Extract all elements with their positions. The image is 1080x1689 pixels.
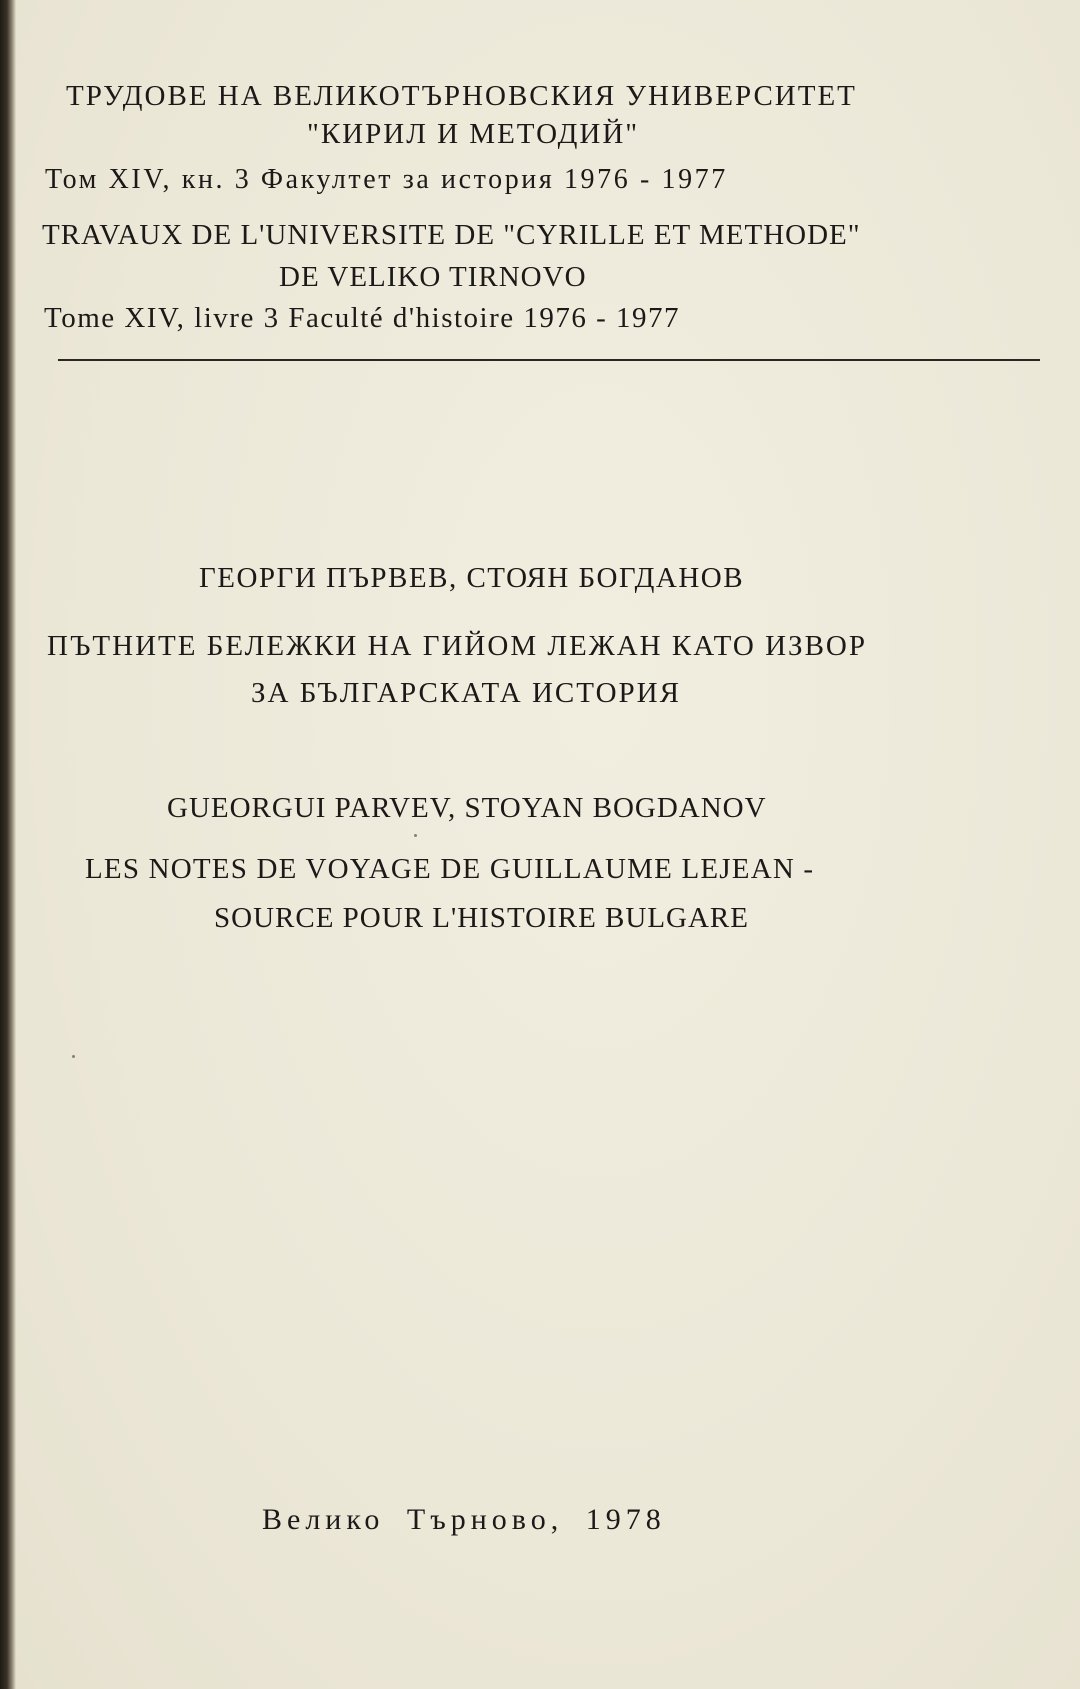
header-bg-line1: ТРУДОВЕ НА ВЕЛИКОТЪРНОВСКИЯ УНИВЕРСИТЕТ bbox=[66, 80, 857, 112]
title-bg-line2: ЗА БЪЛГАРСКАТА ИСТОРИЯ bbox=[251, 677, 681, 709]
imprint-place-year: Велико Търново, 1978 bbox=[262, 1503, 666, 1536]
header-divider bbox=[58, 359, 1040, 361]
header-fr-line2: DE VELIKO TIRNOVO bbox=[279, 261, 587, 293]
book-binding-edge bbox=[0, 0, 16, 1689]
title-fr-line2: SOURCE POUR L'HISTOIRE BULGARE bbox=[214, 902, 749, 934]
title-bg-line1: ПЪТНИТЕ БЕЛЕЖКИ НА ГИЙОМ ЛЕЖАН КАТО ИЗВОР bbox=[47, 630, 867, 662]
title-page bbox=[16, 0, 1080, 1689]
paper-speck bbox=[414, 834, 417, 837]
header-bg-line2: "КИРИЛ И МЕТОДИЙ" bbox=[307, 118, 640, 150]
title-fr-line1: LES NOTES DE VOYAGE DE GUILLAUME LEJEAN - bbox=[85, 853, 815, 885]
header-fr-line1: TRAVAUX DE L'UNIVERSITE DE "CYRILLE ET METHODE" bbox=[42, 219, 861, 251]
paper-speck bbox=[72, 1055, 75, 1058]
header-fr-line3: Tome XIV, livre 3 Faculté d'histoire 1976 - 1977 bbox=[44, 302, 681, 334]
header-bg-line3: Том XIV, кн. 3 Факултет за история 1976 - 1977 bbox=[45, 164, 728, 195]
authors-fr: GUEORGUI PARVEV, STOYAN BOGDANOV bbox=[167, 792, 767, 824]
authors-bg: ГЕОРГИ ПЪРВЕВ, СТОЯН БОГДАНОВ bbox=[199, 562, 745, 594]
